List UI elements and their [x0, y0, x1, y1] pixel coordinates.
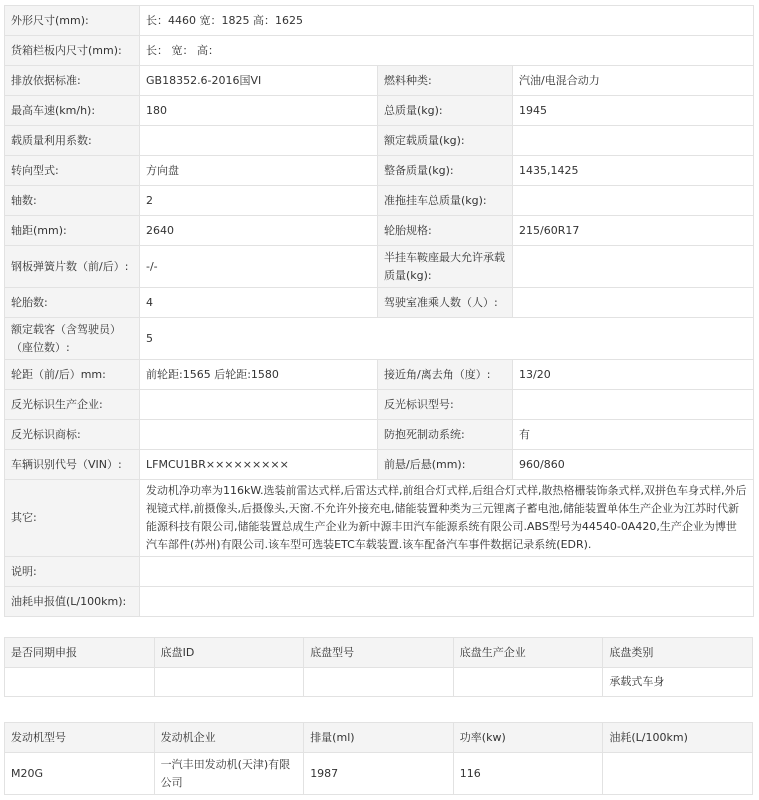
track-label: 轮距（前/后）mm: [5, 360, 140, 390]
mass-label: 总质量(kg): [378, 96, 513, 126]
row-axles [5, 186, 754, 216]
engine-cell: 1987 [304, 753, 454, 795]
engine-header: 发动机型号 [5, 723, 155, 753]
row-cargo [5, 36, 754, 66]
note-value [140, 557, 754, 587]
row-vin [5, 450, 754, 480]
engine-header-row [5, 723, 753, 753]
engine-header: 排量(ml) [304, 723, 454, 753]
chassis-cell [5, 668, 155, 697]
tire-value: 215/60R17 [513, 216, 754, 246]
reflector-brand-label: 反光标识商标: [5, 420, 140, 450]
chassis-table [4, 637, 753, 697]
engine-table [4, 722, 753, 795]
reflector-brand-value [140, 420, 378, 450]
row-reflector [5, 390, 754, 420]
chassis-row [5, 668, 753, 697]
overhang-label: 前悬/后悬(mm): [378, 450, 513, 480]
note-label: 说明: [5, 557, 140, 587]
fuelcons-label: 油耗申报值(L/100km): [5, 587, 140, 617]
chassis-cell [453, 668, 603, 697]
chassis-header: 底盘生产企业 [453, 638, 603, 668]
engine-header: 油耗(L/100km) [603, 723, 753, 753]
engine-header: 功率(kw) [453, 723, 603, 753]
cargo-value: 长： 宽： 高： [140, 36, 754, 66]
tirecount-value: 4 [140, 288, 378, 318]
trailer-value [513, 186, 754, 216]
row-emission [5, 66, 754, 96]
chassis-cell [304, 668, 454, 697]
row-load [5, 126, 754, 156]
speed-label: 最高车速(km/h): [5, 96, 140, 126]
steering-value: 方向盘 [140, 156, 378, 186]
row-seats [5, 318, 754, 360]
chassis-header: 底盘ID [154, 638, 304, 668]
angle-label: 接近角/离去角（度）: [378, 360, 513, 390]
engine-cell: M20G [5, 753, 155, 795]
abs-value: 有 [513, 420, 754, 450]
trailer-label: 准拖挂车总质量(kg): [378, 186, 513, 216]
springs-label: 钢板弹簧片数（前/后）: [5, 246, 140, 288]
tirecount-label: 轮胎数: [5, 288, 140, 318]
axles-label: 轴数: [5, 186, 140, 216]
engine-row [5, 753, 753, 795]
fuel-value: 汽油/电混合动力 [513, 66, 754, 96]
loadcoef-label: 载质量利用系数: [5, 126, 140, 156]
engine-cell [603, 753, 753, 795]
tire-label: 轮胎规格: [378, 216, 513, 246]
fuelcons-value [140, 587, 754, 617]
engine-cell: 一汽丰田发动机(天津)有限公司 [154, 753, 304, 795]
chassis-header-row [5, 638, 753, 668]
row-wheelbase [5, 216, 754, 246]
emission-label: 排放依据标准: [5, 66, 140, 96]
overhang-value: 960/860 [513, 450, 754, 480]
row-dimensions [5, 6, 754, 36]
steering-label: 转向型式: [5, 156, 140, 186]
springs-value: -/- [140, 246, 378, 288]
ratedload-value [513, 126, 754, 156]
emission-value: GB18352.6-2016国VI [140, 66, 378, 96]
speed-value: 180 [140, 96, 378, 126]
seats-label: 额定载客（含驾驶员）（座位数）: [5, 318, 140, 360]
row-tirecount [5, 288, 754, 318]
engine-header: 发动机企业 [154, 723, 304, 753]
other-value: 发动机净功率为116kW.选装前雷达式样,后雷达式样,前组合灯式样,后组合灯式样,散热格栅装饰条式样,双拼色车身式样,外后视镜式样,前摄像头,后摄像头,天窗.不允许外接充电,储能装置种类为三元锂离子蓄电池,储能装置单体生产企业为江苏时代新能源科技有限公司,储能装置总成生产企业为新中源丰田汽车能源系统有限公司.ABS型号为44540-0A420,生产企业为博世汽车部件(苏州)有限公司.该车型可选装ETC车载装置.该车配备汽车事件数据记录系统(EDR). [140, 480, 754, 557]
engine-cell: 116 [453, 753, 603, 795]
vin-label: 车辆识别代号（VIN）: [5, 450, 140, 480]
curb-label: 整备质量(kg): [378, 156, 513, 186]
dimensions-label: 外形尺寸(mm): [5, 6, 140, 36]
mass-value: 1945 [513, 96, 754, 126]
row-note [5, 557, 754, 587]
angle-value: 13/20 [513, 360, 754, 390]
chassis-cell [154, 668, 304, 697]
saddle-label: 半挂车鞍座最大允许承载质量(kg): [378, 246, 513, 288]
row-speed [5, 96, 754, 126]
chassis-cell: 承载式车身 [603, 668, 753, 697]
chassis-header: 底盘类别 [603, 638, 753, 668]
curb-value: 1435,1425 [513, 156, 754, 186]
wheelbase-value: 2640 [140, 216, 378, 246]
reflector-maker-label: 反光标识生产企业: [5, 390, 140, 420]
loadcoef-value [140, 126, 378, 156]
other-label: 其它: [5, 480, 140, 557]
dimensions-value: 长：4460 宽：1825 高：1625 [140, 6, 754, 36]
cab-value [513, 288, 754, 318]
cab-label: 驾驶室准乘人数（人）: [378, 288, 513, 318]
track-value: 前轮距:1565 后轮距:1580 [140, 360, 378, 390]
wheelbase-label: 轴距(mm): [5, 216, 140, 246]
reflector-model-value [513, 390, 754, 420]
ratedload-label: 额定载质量(kg): [378, 126, 513, 156]
cargo-label: 货箱栏板内尺寸(mm): [5, 36, 140, 66]
spec-table [4, 5, 754, 617]
chassis-header: 底盘型号 [304, 638, 454, 668]
reflector-model-label: 反光标识型号: [378, 390, 513, 420]
row-fuelcons [5, 587, 754, 617]
row-other [5, 480, 754, 557]
chassis-header: 是否同期申报 [5, 638, 155, 668]
row-brand-abs [5, 420, 754, 450]
row-steering [5, 156, 754, 186]
abs-label: 防抱死制动系统: [378, 420, 513, 450]
vin-value: LFMCU1BR××××××××× [140, 450, 378, 480]
saddle-value [513, 246, 754, 288]
row-springs [5, 246, 754, 288]
seats-value: 5 [140, 318, 754, 360]
reflector-maker-value [140, 390, 378, 420]
row-track [5, 360, 754, 390]
axles-value: 2 [140, 186, 378, 216]
fuel-label: 燃料种类: [378, 66, 513, 96]
